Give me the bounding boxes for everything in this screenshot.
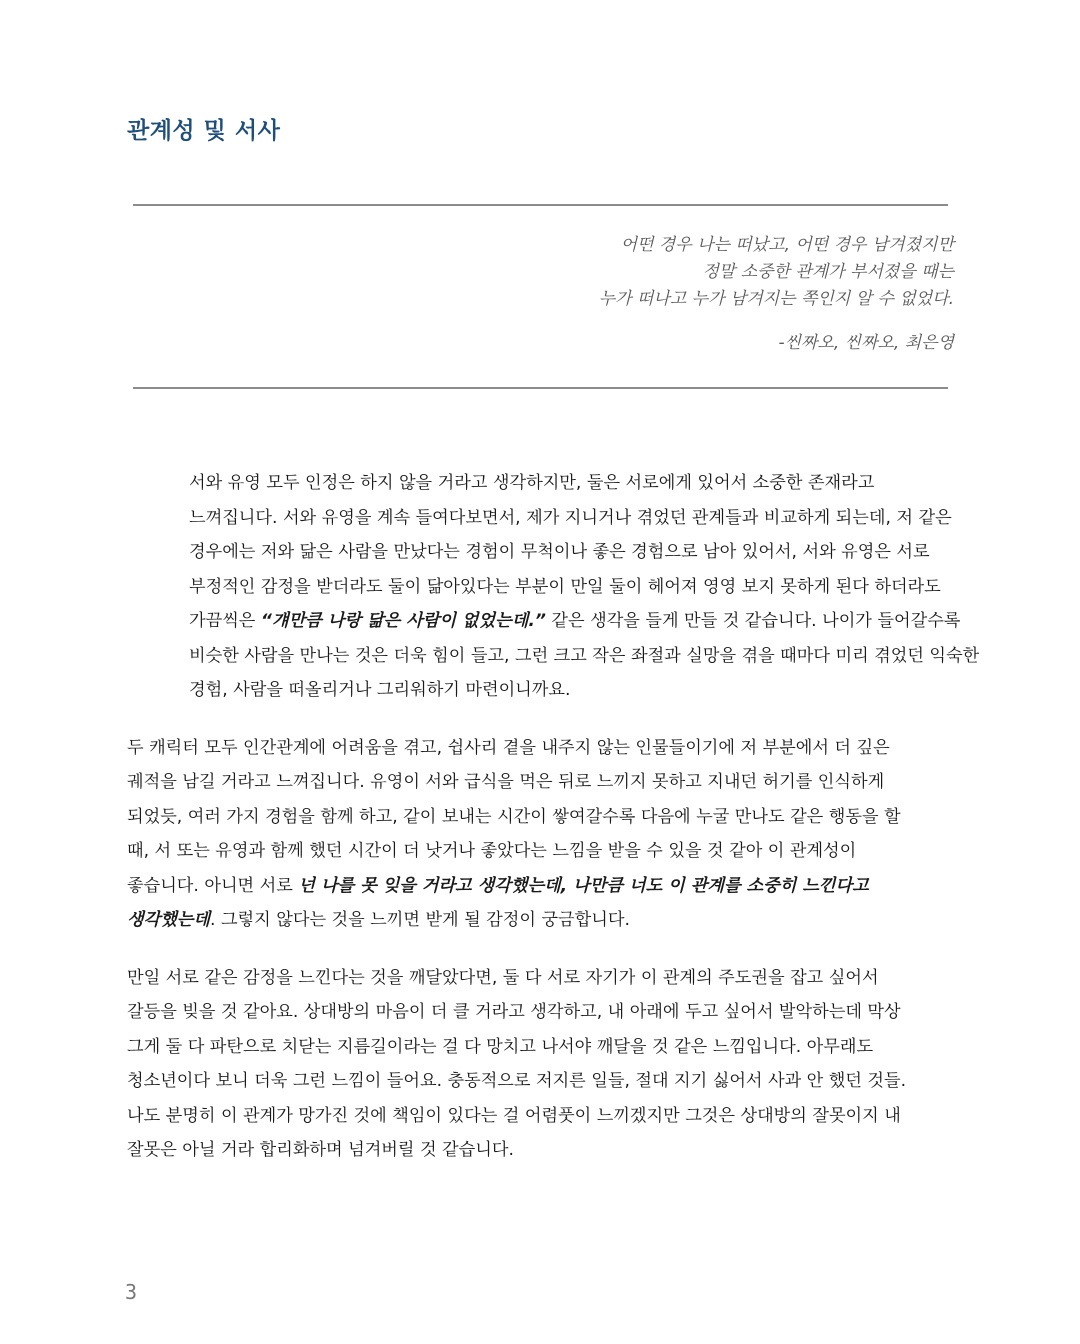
text-segment: 좋습니다. 아니면 서로: [127, 875, 299, 896]
paragraph-1: [127, 466, 980, 708]
text-line: [127, 869, 957, 904]
body-text: [127, 466, 980, 1191]
top-divider: [133, 204, 948, 206]
text-line: 그게 둘 다 파탄으로 치닫는 지름길이라는 걸 다 망치고 나서야 깨달을 것 같은 느낌입니다. 아무래도: [127, 1036, 874, 1057]
paragraph-2: [127, 731, 957, 938]
text-line: 서와 유영 모두 인정은 하지 않을 거라고 생각하지만, 둘은 서로에게 있어서 소중한 존재라고: [189, 473, 875, 493]
quote-line: 정말 소중한 관계가 부서졌을 때는: [702, 262, 954, 282]
text-line: 경우에는 저와 닮은 사람을 만났다는 경험이 무척이나 좋은 경험으로 남아 있어서, 서와 유영은 서로: [189, 542, 930, 562]
quote-line: 어떤 경우 나는 떠났고, 어떤 경우 남겨졌지만: [620, 235, 954, 255]
paragraph-3: [127, 961, 957, 1168]
text-line: 청소년이다 보니 더욱 그런 느낌이 들어요. 충동적으로 저지른 일들, 절대 지기 싫어서 사과 안 했던 것들.: [127, 1071, 907, 1091]
page-number: 3: [125, 1280, 138, 1304]
epigraph-quote: [354, 232, 954, 357]
text-line: 궤적을 남길 거라고 느껴집니다. 유영이 서와 급식을 먹은 뒤로 느끼지 못하고 지내던 허기를 인식하게: [127, 772, 885, 792]
text-line: [127, 903, 957, 938]
text-line: 갈등을 빚을 것 같아요. 상대방의 마음이 더 클 거라고 생각하고, 내 아래에 두고 싶어서 발악하는데 막상: [127, 1002, 901, 1022]
emphasized-text: 넌 나를 못 잊을 거라고 생각했는데, 나만큼 너도 이 관계를 소중히 느낀다고: [298, 875, 869, 896]
text-line: 느껴집니다. 서와 유영을 계속 들여다보면서, 제가 지니거나 겪었던 관계들과 비교하게 되는데, 저 같은: [189, 507, 952, 528]
text-line: 나도 분명히 이 관계가 망가진 것에 책임이 있다는 걸 어렴풋이 느끼겠지만 그것은 상대방의 잘못이지 내: [127, 1105, 901, 1126]
bottom-divider: [133, 387, 948, 389]
quote-line: 누가 떠나고 누가 남겨지는 쪽인지 알 수 없었다.: [598, 289, 954, 309]
text-line: 되었듯, 여러 가지 경험을 함께 하고, 같이 보내는 시간이 쌓여갈수록 다음에 누굴 만나도 같은 행동을 할: [127, 806, 901, 827]
emphasized-quote: “걔만큼 나랑 닮은 사람이 없었는데.”: [260, 611, 546, 631]
text-segment: . 그렇지 않다는 것을 느끼면 받게 될 감정이 궁금합니다.: [210, 910, 630, 930]
quote-attribution: -씬짜오, 씬짜오, 최은영: [778, 333, 954, 353]
text-line: 경험, 사람을 떠올리거나 그리워하기 마련이니까요.: [189, 680, 571, 700]
text-segment: 같은 생각을 들게 만들 것 같습니다. 나이가 들어갈수록: [545, 611, 961, 631]
emphasized-text: 생각했는데: [127, 910, 211, 930]
text-line: 비슷한 사람을 만나는 것은 더욱 힘이 들고, 그런 크고 작은 좌절과 실망을 겪을 때마다 미리 겪었던 익숙한: [189, 645, 980, 666]
text-segment: 가끔씩은: [189, 611, 261, 631]
text-line: 만일 서로 같은 감정을 느낀다는 것을 깨달았다면, 둘 다 서로 자기가 이 관계의 주도권을 잡고 싶어서: [127, 967, 879, 988]
text-line: 두 캐릭터 모두 인간관계에 어려움을 겪고, 쉽사리 곁을 내주지 않는 인물들이기에 저 부분에서 더 깊은: [127, 737, 890, 758]
section-title: 관계성 및 서사: [127, 118, 281, 144]
text-line: 잘못은 아닐 거라 합리화하며 넘겨버릴 것 같습니다.: [127, 1140, 514, 1160]
text-line: 때, 서 또는 유영과 함께 했던 시간이 더 낫거나 좋았다는 느낌을 받을 수 있을 것 같아 이 관계성이: [127, 841, 857, 861]
text-line: 부정적인 감정을 받더라도 둘이 닮아있다는 부분이 만일 둘이 헤어져 영영 보지 못하게 된다 하더라도: [189, 576, 941, 597]
text-line: [127, 604, 961, 639]
